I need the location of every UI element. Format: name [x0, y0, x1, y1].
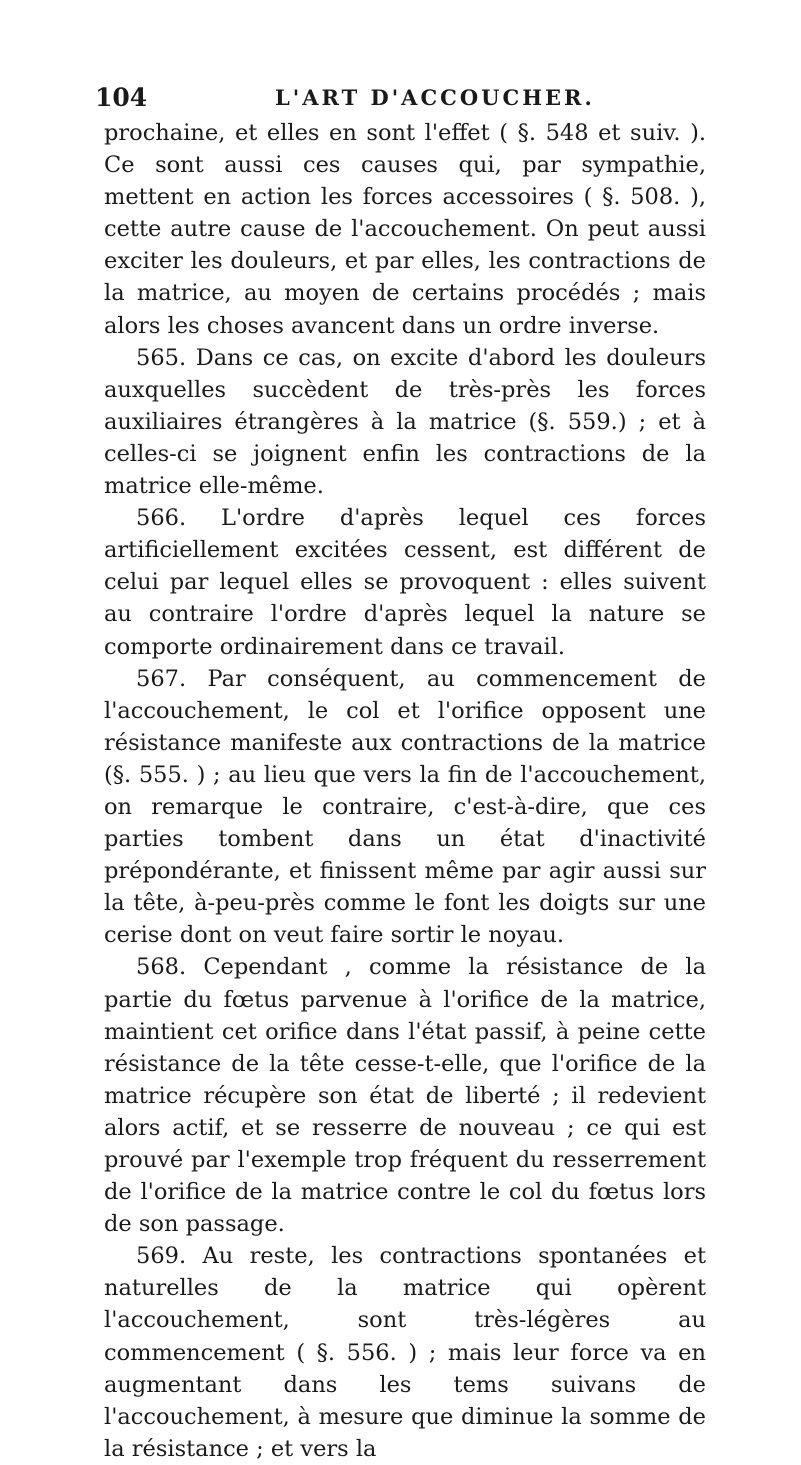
paragraph-number: 569. [136, 1243, 187, 1270]
paragraph-text: Dans ce cas, on excite d'abord les douleurs auxquelles succèdent de très-près les forces auxiliaires étrangères à la matrice (§. 559.) ; et à celles-ci se joignent enfin les contractions de la matrice elle-même. [104, 344, 706, 500]
paragraph-566 [104, 502, 706, 662]
paragraph-text: Au reste, les contractions spontanées et naturelles de la matrice qui opèrent l'accouchement, sont très-légères au commencement ( §. 556. ) ; mais leur force va en augmentant dans les tems suivans de l'accouchement, à mesure que diminue la somme de la résistance ; et vers la [104, 1243, 706, 1462]
paragraph-number: 565. [136, 344, 187, 371]
paragraph-continuation [104, 117, 706, 342]
body-text [104, 117, 706, 1465]
paragraph-text: prochaine, et elles en sont l'effet ( §. 548 et suiv. ). Ce sont aussi ces causes qui, par sympathie, mettent en action les forces accessoires ( §. 508. ), cette autre cause de l'accouchement. On peut aussi exciter les douleurs, et par elles, les contractions de la matrice, au moyen de certains procédés ; mais alors les choses avancent dans un ordre inverse. [104, 120, 706, 339]
paragraph-number: 566. [136, 505, 187, 532]
paragraph-text: Par conséquent, au commencement de l'accouchement, le col et l'orifice opposent une résistance manifeste aux contractions de la matrice (§. 555. ) ; au lieu que vers la fin de l'accouchement, on remarque le contraire, c'est-à-dire, que ces parties tombent dans un état d'inactivité prépondérante, et finissent même par agir aussi sur la tête, à-peu-près comme le font les doigts sur une cerise dont on veut faire sortir le noyau. [104, 665, 706, 949]
page-number: 104 [95, 83, 148, 112]
running-head [95, 82, 705, 114]
paragraph-number: 568. [136, 954, 187, 981]
paragraph-567 [104, 663, 706, 952]
paragraph-568 [104, 951, 706, 1240]
paragraph-text: Cependant , comme la résistance de la partie du fœtus parvenue à l'orifice de la matrice, maintient cet orifice dans l'état passif, à peine cette résistance de la tête cesse-t-elle, que l'orifice de la matrice récupère son état de liberté ; il redevient alors actif, et se resserre de nouveau ; ce qui est prouvé par l'exemple trop fréquent du resserrement de l'orifice de la matrice contre le col du fœtus lors de son passage. [104, 954, 707, 1238]
paragraph-565 [104, 342, 706, 502]
paragraph-text: L'ordre d'après lequel ces forces artificiellement excitées cessent, est différent de celui par lequel elles se provoquent : elles suivent au contraire l'ordre d'après lequel la nature se comporte ordinairement dans ce travail. [104, 505, 706, 660]
running-title: L'ART D'ACCOUCHER. [275, 85, 595, 110]
paragraph-number: 567. [136, 665, 187, 692]
paragraph-569 [104, 1240, 706, 1465]
